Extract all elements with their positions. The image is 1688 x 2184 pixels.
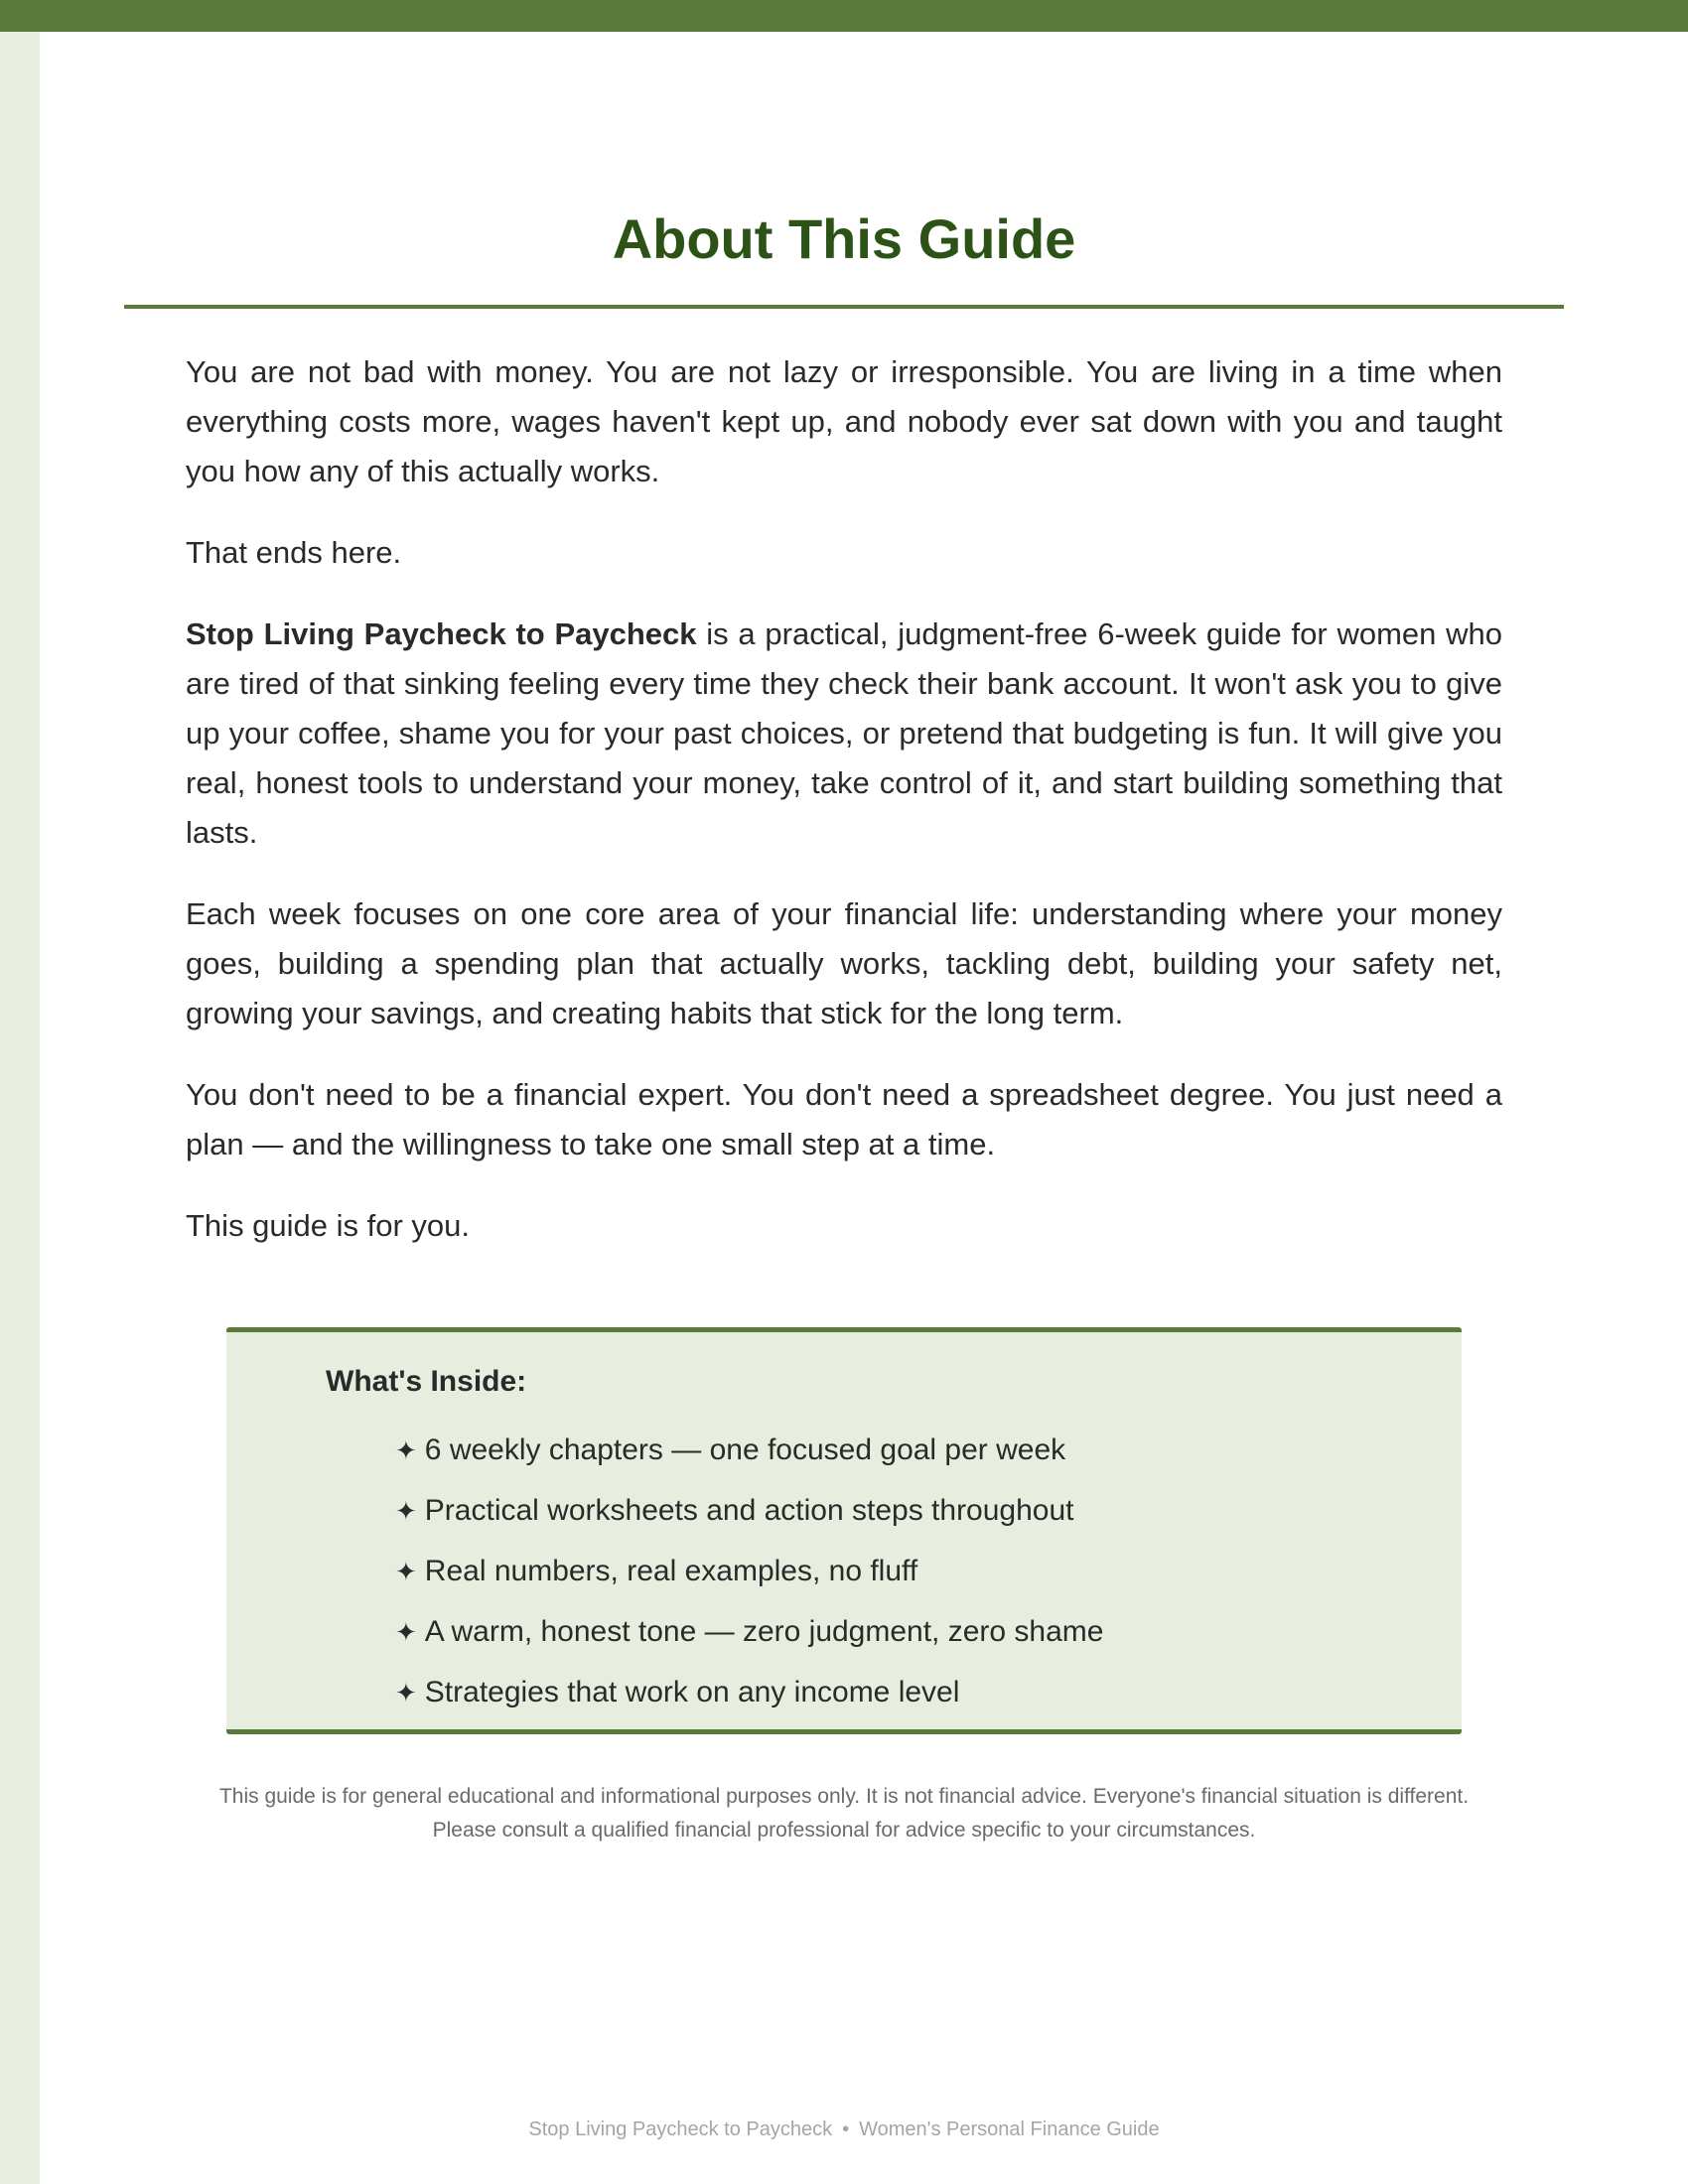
for-you-paragraph: This guide is for you. xyxy=(186,1208,471,1243)
guide-description-paragraph xyxy=(186,610,1502,858)
list-item-text: Practical worksheets and action steps throughout xyxy=(424,1494,1074,1527)
page-title: About This Guide xyxy=(612,207,1076,270)
footer-separator: • xyxy=(842,2118,850,2140)
list-item xyxy=(395,1662,1103,1722)
list-item-text: A warm, honest tone — zero judgment, zero shame xyxy=(424,1615,1104,1648)
star-icon: ✦ xyxy=(395,1497,417,1527)
list-item xyxy=(395,1480,1103,1541)
list-item-text: Real numbers, real examples, no fluff xyxy=(424,1555,918,1587)
list-item xyxy=(395,1420,1103,1480)
list-item xyxy=(395,1601,1103,1662)
star-icon: ✦ xyxy=(395,1679,417,1708)
footer-guide-title: Stop Living Paycheck to Paycheck xyxy=(528,2118,833,2140)
ends-here-paragraph: That ends here. xyxy=(186,535,402,570)
weekly-focus-paragraph: Each week focuses on one core area of your financial life: understanding where your money goes, building a spending plan that actually works, tackling debt, building your safety net, growing your savings, and creating habits that stick for the long term. xyxy=(186,896,1502,1030)
list-item xyxy=(395,1541,1103,1601)
side-accent-bar xyxy=(0,32,40,2184)
list-item-text: Strategies that work on any income level xyxy=(424,1676,960,1708)
whats-inside-heading: What's Inside: xyxy=(326,1365,527,1398)
star-icon: ✦ xyxy=(395,1558,417,1587)
whats-inside-box xyxy=(226,1327,1462,1734)
footer-guide-subtitle: Women's Personal Finance Guide xyxy=(859,2118,1160,2140)
guide-description: is a practical, judgment-free 6-week guide for women who are tired of that sinking feeling every time they check their bank account. It won't ask you to give up your coffee, shame you for your past choices, or pretend that budgeting is fun. It will give you real, honest tools to understand your money, take control of it, and start building something that lasts. xyxy=(186,616,1502,850)
page-footer xyxy=(0,2115,1688,2144)
guide-name: Stop Living Paycheck to Paycheck xyxy=(186,616,697,651)
disclaimer-text: This guide is for general educational and informational purposes only. It is not financial advice. Everyone's financial situation is different. Please consult a qualified financial professional for advice specific to your circumstances. xyxy=(218,1785,1470,1842)
no-expert-paragraph: You don't need to be a financial expert. You don't need a spreadsheet degree. You just need a plan — and the willingness to take one small step at a time. xyxy=(186,1077,1502,1161)
whats-inside-list xyxy=(395,1420,1103,1722)
star-icon: ✦ xyxy=(395,1618,417,1648)
star-icon: ✦ xyxy=(395,1436,417,1466)
title-divider xyxy=(124,305,1564,309)
list-item-text: 6 weekly chapters — one focused goal per week xyxy=(424,1433,1066,1466)
intro-paragraph: You are not bad with money. You are not lazy or irresponsible. You are living in a time when everything costs more, wages haven't kept up, and nobody ever sat down with you and taught you how any of this actually works. xyxy=(186,354,1502,488)
body-text xyxy=(186,347,1502,1283)
top-accent-bar xyxy=(0,0,1688,32)
